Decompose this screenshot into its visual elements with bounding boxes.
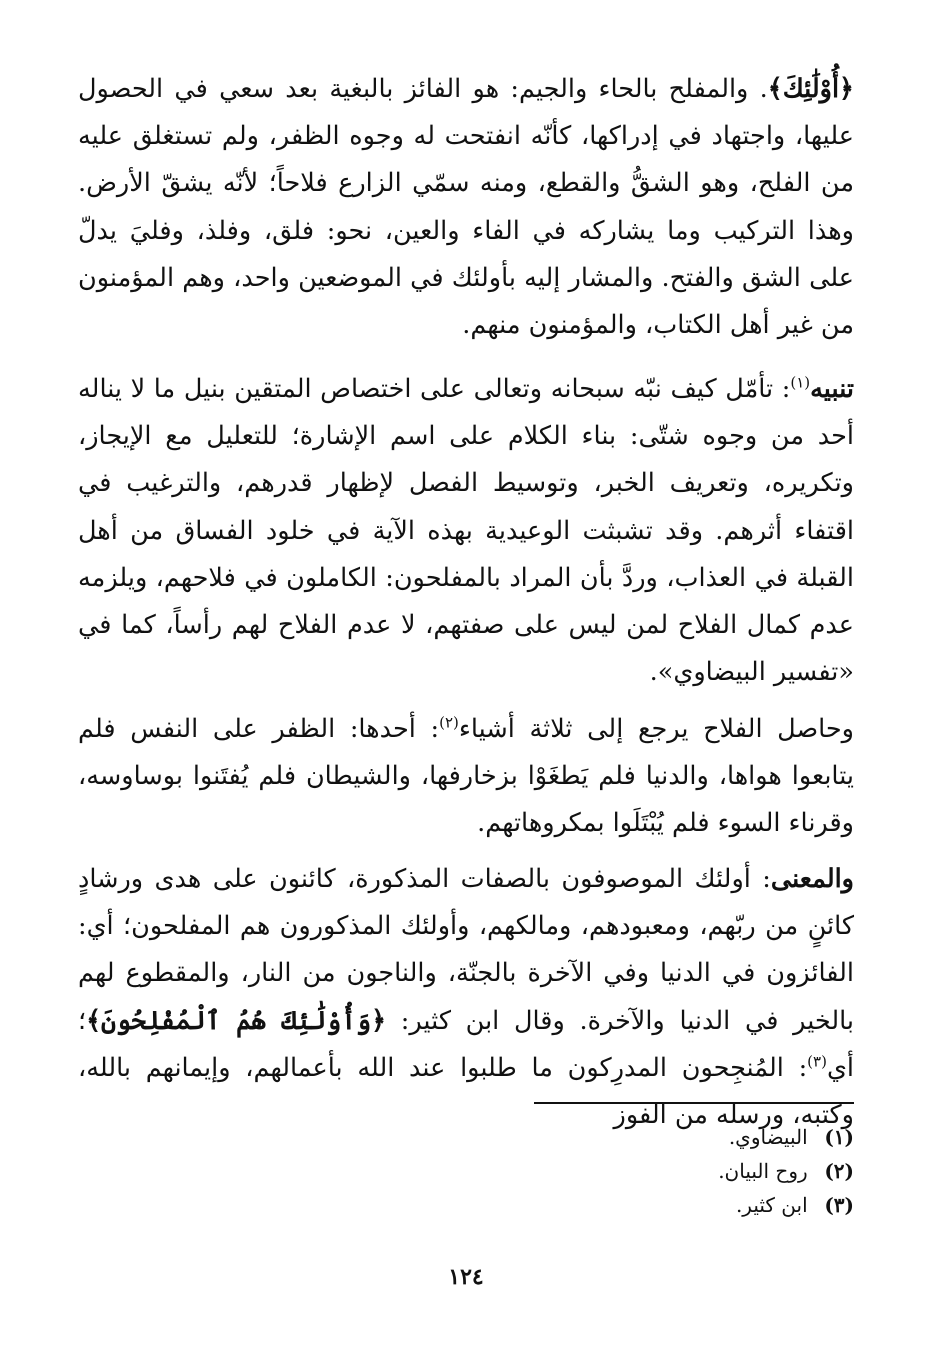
footnote-ref-1[interactable]: (١): [790, 373, 811, 392]
paragraph-lead-word: والمعنى: [770, 864, 854, 894]
paragraph-text: : أولئك الموصوفون بالصفات المذكورة، كائنون على هدى ورشادٍ كائنٍ من ربّهم، ومعبودهم، ومالكهم، وأولئك المذكورون هم المفلحون؛ أي: الفائزون في الدنيا وفي الآخرة بالجنّة، والناجون من النار، والمقطوع لهم بالخير في الدنيا والآخرة. وقال ابن كثير:: [78, 864, 855, 1036]
paragraph-lead-word: تنبيه: [810, 374, 854, 404]
footnote-item: [78, 1154, 854, 1188]
footnote-number: (١): [824, 1125, 854, 1149]
footnote-divider: [534, 1102, 854, 1104]
paragraph-falah-definition: [78, 66, 854, 349]
footnote-ref-3[interactable]: (٣): [807, 1052, 827, 1071]
paragraph-text: . والمفلح بالحاء والجيم: هو الفائز بالبغية بعد سعي في الحصول عليها، واجتهاد في إدراكها، كأنّه انفتحت له وجوه الظفر، ولم تستغلق عليه من الفلح، وهو الشقُّ والقطع، ومنه سمّي الزارع فلاحاً؛ لأنّه يشقّ الأرض. وهذا التركيب وما يشاركه في الفاء والعين، نحو: فلق، وفلذ، وفليَ يدلّ على الشق والفتح. والمشار إليه بأولئك في الموضعين واحد، وهم المؤمنون من غير أهل الكتاب، والمؤمنون منهم.: [78, 74, 854, 341]
paragraph-text: وحاصل الفلاح يرجع إلى ثلاثة أشياء: [458, 714, 854, 744]
footnote-text: روح البيان.: [718, 1159, 808, 1183]
footnote-ref-2[interactable]: (٢): [439, 713, 459, 732]
footnote-text: البيضاوي.: [728, 1125, 808, 1149]
paragraph-tanbih: [78, 366, 854, 696]
footnote-item: [78, 1188, 854, 1222]
quran-quote: ﴿وَأُوْلَٰئِكَ هُمُ ٱلْمُفْلِحُونَ﴾: [86, 1005, 387, 1036]
book-page: [78, 66, 854, 1362]
footnote-number: (٣): [824, 1193, 854, 1217]
paragraph-text-continued: : أحدها: الظفر على النفس فلم يتابعوا هواها، والدنيا فلم يَطغَوْا بزخارفها، والشيطان فلم يُفتَنوا بوساوسه، وقرناء السوء فلم يُبْتَلَوا بمكروهاتهم.: [78, 714, 854, 839]
quran-quote: ﴿أُوْلَٰئِكَ﴾: [767, 74, 854, 104]
paragraph-text-continued: : المُنجِحون المدرِكون ما طلبوا عند الله بأعمالهم، وإيمانهم بالله، وكتبه، ورسله من الفوز: [78, 1052, 854, 1131]
footnote-number: (٢): [824, 1159, 854, 1183]
paragraph-meaning: [78, 856, 854, 1139]
paragraph-text: : تأمّل كيف نبّه سبحانه وتعالى على اختصاص المتقين بنيل ما لا يناله أحد من وجوه شتّى: بناء الكلام على اسم الإشارة؛ للتعليل مع الإيجاز، وتكريره، وتعريف الخبر، وتوسيط الفصل لإظهار قدرهم، والترغيب في اقتفاء أثرهم. وقد تشبثت الوعيدية بهذه الآية في خلود الفساق من أهل القبلة في العذاب، وردَّ بأن المراد بالمفلحون: الكاملون في فلاحهم، ويلزمه عدم كمال الفلاح لمن ليس على صفتهم، لا عدم الفلاح لهم رأساً، كما في «تفسير البيضاوي».: [78, 374, 854, 688]
page-number: ١٢٤: [448, 1264, 484, 1290]
footnotes-list: [78, 1120, 854, 1222]
footnote-text: ابن كثير.: [735, 1193, 808, 1217]
footnote-item: [78, 1120, 854, 1154]
paragraph-text-mid: ؛ أي: [78, 1005, 854, 1083]
paragraph-falah-summary: [78, 706, 854, 848]
